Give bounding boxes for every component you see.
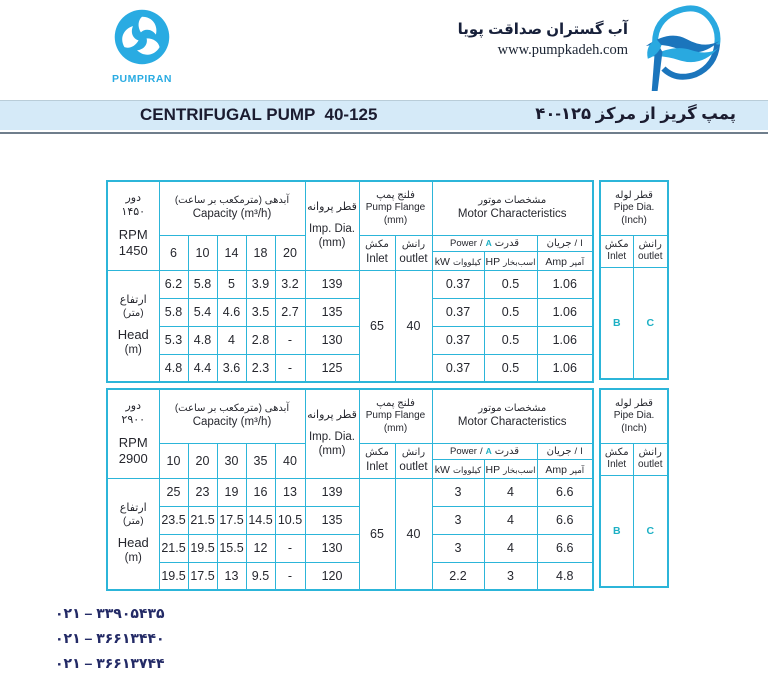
hp-label-fa: اسب‌بخار: [503, 464, 536, 475]
impeller-unit: (mm): [318, 237, 346, 250]
amp-value: 1.06: [537, 298, 593, 326]
motor-label-en: Motor Characteristics: [457, 416, 567, 429]
pumpiran-wordmark: PUMPIRAN: [111, 73, 172, 85]
rpm-label-fa: دور: [125, 192, 142, 205]
page-title-en: CENTRIFUGAL PUMP 40-125: [140, 105, 378, 124]
amp-label-en: Amp: [545, 463, 567, 476]
impeller-value: 125: [305, 354, 359, 382]
hp-value: 4: [484, 534, 537, 562]
inlet-label-fa: مکش: [365, 447, 389, 459]
company-name: آب گستران صداقت پویا: [457, 21, 628, 38]
hp-value: 0.5: [484, 298, 537, 326]
capacity-col-header: 35: [246, 443, 275, 478]
motor-group-header: [432, 181, 593, 235]
outlet-label-fa: رانش: [638, 238, 662, 250]
inlet-label-en: Inlet: [366, 460, 388, 473]
amp-header: [537, 251, 593, 270]
impeller-label-en: Imp. Dia.: [308, 430, 355, 443]
current-label-fa: جریان: [546, 445, 572, 457]
pipe-outlet-value: C: [633, 475, 668, 587]
pumpiran-logo-icon: [113, 53, 171, 70]
flange-inlet-value: 65: [359, 270, 395, 382]
pipe-inlet-value: B: [600, 475, 633, 587]
head-value: 10.5: [275, 506, 305, 534]
kw-value: 3: [432, 534, 484, 562]
motor-label-fa: مشخصات موتور: [478, 402, 547, 414]
flange-label-en: Pump Flange: [365, 410, 426, 421]
phone-numbers: [55, 601, 165, 676]
amp-value: 6.6: [537, 478, 593, 506]
amp-label-fa: آمپر: [569, 256, 585, 267]
flange-inlet-header: [359, 235, 395, 270]
amp-label-en: Amp: [545, 255, 567, 268]
amp-value: 6.6: [537, 534, 593, 562]
pumpkadeh-logo-icon: [640, 0, 724, 101]
table-row: [107, 326, 593, 354]
kw-value: 3: [432, 506, 484, 534]
rpm-header-cell: [107, 181, 159, 270]
head-label-cell: [107, 270, 159, 382]
capacity-col-header: 30: [217, 443, 246, 478]
impeller-value: 130: [305, 534, 359, 562]
flange-group-header: [359, 389, 432, 443]
amp-value: 6.6: [537, 506, 593, 534]
current-label-en: I: [580, 445, 583, 457]
head-value: 13: [275, 478, 305, 506]
company-website: www.pumpkadeh.com: [497, 42, 628, 58]
rpm-value: 2900: [118, 451, 148, 466]
hp-header: [484, 251, 537, 270]
page-title-fa: پمپ گریز از مرکز ۱۲۵-۴۰: [535, 105, 736, 123]
kw-label-fa: کیلووات: [452, 256, 482, 267]
capacity-col-header: 40: [275, 443, 305, 478]
head-label-en: Head: [117, 327, 149, 343]
title-bar-divider: [0, 132, 768, 134]
head-value: -: [275, 534, 305, 562]
power-label-fa: قدرت: [494, 237, 519, 249]
inlet-label-fa: مکش: [604, 238, 629, 250]
impeller-value: 139: [305, 478, 359, 506]
kw-value: 0.37: [432, 326, 484, 354]
slash-separator: /: [479, 445, 483, 457]
table-row: [107, 270, 593, 298]
table-row: [107, 562, 593, 590]
impeller-value: 135: [305, 298, 359, 326]
head-value: 4.8: [159, 354, 188, 382]
pumpiran-brand: [96, 8, 188, 85]
head-value: 5.8: [159, 298, 188, 326]
head-value: 2.3: [246, 354, 275, 382]
pipe-inlet-header: [600, 443, 633, 475]
head-value: 3.5: [246, 298, 275, 326]
table-row: [107, 354, 593, 382]
slash-separator: /: [574, 445, 578, 457]
capacity-label-fa: آبدهی (مترمکعب بر ساعت): [174, 194, 290, 206]
head-value: 3.6: [217, 354, 246, 382]
capacity-label-fa: آبدهی (مترمکعب بر ساعت): [174, 402, 290, 414]
capacity-label-en: Capacity (m³/h): [192, 416, 272, 429]
head-value: 19.5: [188, 534, 217, 562]
pipe-label-fa: قطر لوله: [615, 397, 653, 409]
outlet-label-en: outlet: [399, 460, 428, 473]
hp-value: 0.5: [484, 326, 537, 354]
head-value: 4.6: [217, 298, 246, 326]
table-row: [107, 478, 593, 506]
amp-value: 4.8: [537, 562, 593, 590]
head-value: 15.5: [217, 534, 246, 562]
motor-label-en: Motor Characteristics: [457, 208, 567, 221]
outlet-label-en: outlet: [638, 251, 663, 262]
head-value: 23: [188, 478, 217, 506]
head-value: -: [275, 326, 305, 354]
head-value: 4.8: [188, 326, 217, 354]
pipe-dia-table: [599, 180, 669, 380]
impeller-label-en: Imp. Dia.: [308, 222, 355, 235]
head-value: 5.8: [188, 270, 217, 298]
capacity-col-header: 18: [246, 235, 275, 270]
head-value: 5.3: [159, 326, 188, 354]
flange-unit: (mm): [383, 214, 408, 226]
current-header: [537, 443, 593, 459]
phone-line: ۰۲۱ – ۳۳۹۰۵۴۳۵: [55, 605, 165, 621]
slash-separator: /: [574, 237, 578, 249]
flange-label-fa: فلنج پمپ: [376, 397, 415, 409]
inlet-label-en: Inlet: [607, 251, 627, 262]
capacity-col-header: 20: [275, 235, 305, 270]
company-block: [458, 20, 628, 59]
rpm-1450-section: [106, 180, 669, 383]
power-label-en: Power: [450, 445, 477, 457]
impeller-value: 130: [305, 326, 359, 354]
power-note-a: A: [485, 446, 492, 456]
impeller-header-cell: [305, 389, 359, 478]
head-value: 5: [217, 270, 246, 298]
head-label-fa: ارتفاع: [119, 501, 147, 514]
head-unit-en: (m): [124, 552, 142, 565]
head-value: 23.5: [159, 506, 188, 534]
amp-header: [537, 459, 593, 478]
kw-value: 0.37: [432, 354, 484, 382]
outlet-label-en: outlet: [638, 459, 663, 470]
hp-value: 4: [484, 478, 537, 506]
pipe-inlet-header: [600, 235, 633, 267]
pipe-label-en: Pipe Dia.: [613, 202, 655, 213]
hp-header: [484, 459, 537, 478]
motor-group-header: [432, 389, 593, 443]
hp-label-en: HP: [485, 255, 501, 268]
head-value: 14.5: [246, 506, 275, 534]
inlet-label-en: Inlet: [607, 459, 627, 470]
hp-value: 0.5: [484, 354, 537, 382]
pipe-label-fa: قطر لوله: [615, 189, 653, 201]
capacity-group-header: [159, 181, 305, 235]
kw-header: [432, 459, 484, 478]
head-value: 9.5: [246, 562, 275, 590]
hp-value: 4: [484, 506, 537, 534]
impeller-value: 120: [305, 562, 359, 590]
hp-label-en: HP: [485, 463, 501, 476]
head-label-cell: [107, 478, 159, 590]
head-value: 21.5: [188, 506, 217, 534]
kw-label-en: kW: [434, 463, 450, 476]
head-value: 17.5: [188, 562, 217, 590]
head-label-en: Head: [117, 535, 149, 551]
kw-label-fa: کیلووات: [452, 464, 482, 475]
kw-header: [432, 251, 484, 270]
flange-inlet-header: [359, 443, 395, 478]
current-header: [537, 235, 593, 251]
flange-outlet-value: 40: [395, 270, 432, 382]
pipe-group-header: [600, 181, 668, 235]
head-value: 21.5: [159, 534, 188, 562]
amp-value: 1.06: [537, 326, 593, 354]
pipe-unit: (Inch): [621, 422, 647, 434]
impeller-value: 135: [305, 506, 359, 534]
rpm-label-en: RPM: [118, 434, 148, 450]
amp-label-fa: آمپر: [569, 464, 585, 475]
hp-value: 0.5: [484, 270, 537, 298]
outlet-label-fa: رانش: [401, 447, 426, 459]
head-value: 12: [246, 534, 275, 562]
table-row: [107, 506, 593, 534]
amp-value: 1.06: [537, 354, 593, 382]
flange-group-header: [359, 181, 432, 235]
head-value: 6.2: [159, 270, 188, 298]
outlet-label-fa: رانش: [401, 239, 426, 251]
rpm-value-fa: ۱۴۵۰: [121, 206, 146, 218]
impeller-header-cell: [305, 181, 359, 270]
capacity-label-en: Capacity (m³/h): [192, 208, 272, 221]
rpm-2900-table: [106, 388, 594, 591]
flange-inlet-value: 65: [359, 478, 395, 590]
head-unit-en: (m): [124, 344, 142, 357]
capacity-col-header: 10: [159, 443, 188, 478]
current-label-fa: جریان: [546, 237, 572, 249]
flange-label-en: Pump Flange: [365, 202, 426, 213]
flange-unit: (mm): [383, 422, 408, 434]
head-value: 19: [217, 478, 246, 506]
rpm-value: 1450: [118, 243, 148, 258]
table-row: [107, 534, 593, 562]
inlet-label-fa: مکش: [604, 446, 629, 458]
pipe-outlet-value: C: [633, 267, 668, 379]
pipe-label-en: Pipe Dia.: [613, 410, 655, 421]
outlet-label-en: outlet: [399, 252, 428, 265]
capacity-col-header: 10: [188, 235, 217, 270]
pipe-group-header: [600, 389, 668, 443]
flange-outlet-header: [395, 235, 432, 270]
power-header: [432, 235, 537, 251]
head-value: 16: [246, 478, 275, 506]
kw-value: 0.37: [432, 270, 484, 298]
rpm-2900-section: [106, 388, 669, 591]
head-value: -: [275, 354, 305, 382]
head-value: 5.4: [188, 298, 217, 326]
head-value: 4.4: [188, 354, 217, 382]
power-note-a: A: [485, 238, 492, 248]
pipe-unit: (Inch): [621, 214, 647, 226]
pipe-outlet-header: [633, 443, 668, 475]
capacity-group-header: [159, 389, 305, 443]
outlet-label-fa: رانش: [638, 446, 662, 458]
motor-label-fa: مشخصات موتور: [478, 194, 547, 206]
kw-label-en: kW: [434, 255, 450, 268]
flange-outlet-value: 40: [395, 478, 432, 590]
rpm-label-fa: دور: [125, 400, 142, 413]
inlet-label-fa: مکش: [365, 239, 389, 251]
rpm-1450-table: [106, 180, 594, 383]
impeller-value: 139: [305, 270, 359, 298]
head-unit-fa: (متر): [122, 515, 144, 527]
amp-value: 1.06: [537, 270, 593, 298]
head-value: 13: [217, 562, 246, 590]
head-value: 25: [159, 478, 188, 506]
capacity-col-header: 14: [217, 235, 246, 270]
head-value: 17.5: [217, 506, 246, 534]
impeller-unit: (mm): [318, 445, 346, 458]
head-label-fa: ارتفاع: [119, 293, 147, 306]
power-label-en: Power: [450, 237, 477, 249]
flange-outlet-header: [395, 443, 432, 478]
hp-label-fa: اسب‌بخار: [503, 256, 536, 267]
head-value: 3.9: [246, 270, 275, 298]
phone-line: ۰۲۱ – ۳۶۶۱۳۷۴۴: [55, 655, 165, 671]
impeller-label-fa: قطر پروانه: [307, 201, 357, 213]
head-value: 2.8: [246, 326, 275, 354]
phone-line: ۰۲۱ – ۳۶۶۱۳۴۴۰: [55, 630, 165, 646]
inlet-label-en: Inlet: [366, 252, 388, 265]
impeller-label-fa: قطر پروانه: [307, 409, 357, 421]
head-value: 4: [217, 326, 246, 354]
hp-value: 3: [484, 562, 537, 590]
current-label-en: I: [580, 237, 583, 249]
pipe-dia-table: [599, 388, 669, 588]
power-header: [432, 443, 537, 459]
pipe-inlet-value: B: [600, 267, 633, 379]
capacity-col-header: 20: [188, 443, 217, 478]
rpm-label-en: RPM: [118, 226, 148, 242]
head-value: -: [275, 562, 305, 590]
kw-value: 2.2: [432, 562, 484, 590]
rpm-value-fa: ۲۹۰۰: [121, 414, 146, 426]
head-value: 19.5: [159, 562, 188, 590]
power-label-fa: قدرت: [494, 445, 519, 457]
kw-value: 3: [432, 478, 484, 506]
head-value: 3.2: [275, 270, 305, 298]
table-row: [107, 298, 593, 326]
capacity-col-header: 6: [159, 235, 188, 270]
pipe-outlet-header: [633, 235, 668, 267]
rpm-header-cell: [107, 389, 159, 478]
flange-label-fa: فلنج پمپ: [376, 189, 415, 201]
slash-separator: /: [479, 237, 483, 249]
head-unit-fa: (متر): [122, 307, 144, 319]
head-value: 2.7: [275, 298, 305, 326]
kw-value: 0.37: [432, 298, 484, 326]
